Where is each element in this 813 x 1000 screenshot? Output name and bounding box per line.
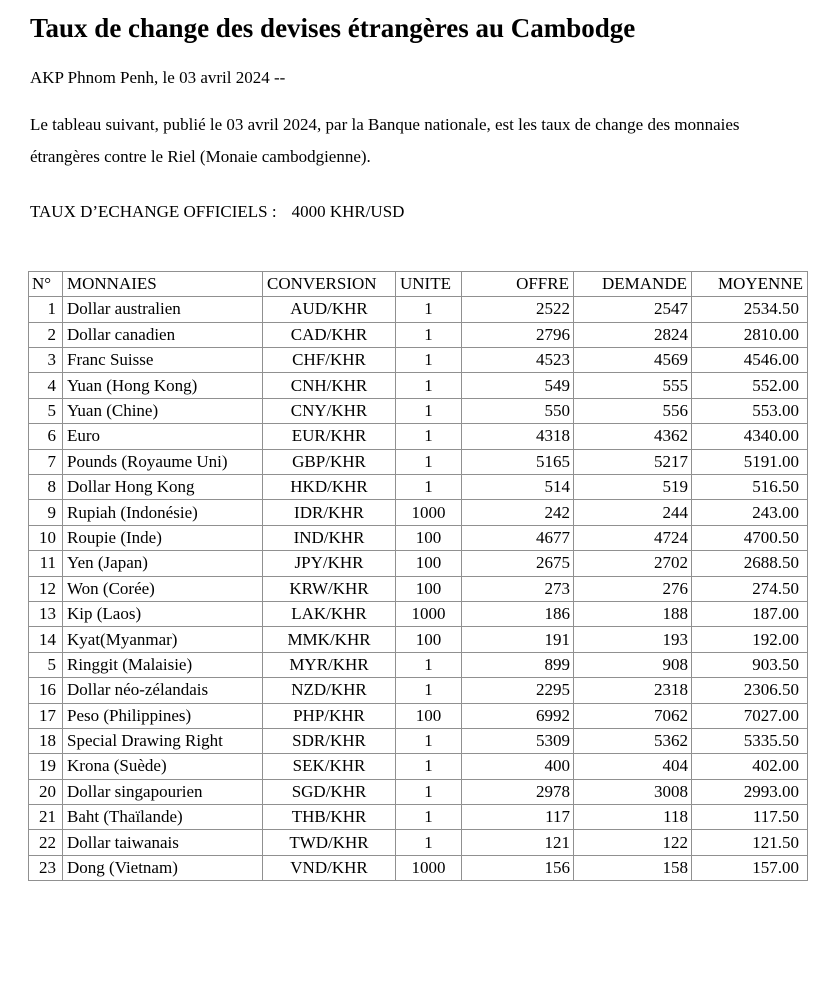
cell-offer: 156 <box>462 855 574 880</box>
cell-currency: Peso (Philippines) <box>63 703 263 728</box>
cell-offer: 4523 <box>462 348 574 373</box>
table-row <box>29 525 808 550</box>
cell-unit: 1 <box>396 398 462 423</box>
table-row <box>29 652 808 677</box>
cell-no: 16 <box>29 678 63 703</box>
cell-average: 117.50 <box>692 805 808 830</box>
cell-average: 243.00 <box>692 500 808 525</box>
cell-no: 14 <box>29 627 63 652</box>
cell-average: 2810.00 <box>692 322 808 347</box>
cell-currency: Dong (Vietnam) <box>63 855 263 880</box>
cell-no: 13 <box>29 601 63 626</box>
table-row <box>29 500 808 525</box>
column-header: N° <box>29 271 63 296</box>
table-row <box>29 398 808 423</box>
cell-currency: Yen (Japan) <box>63 551 263 576</box>
table-row <box>29 424 808 449</box>
table-row <box>29 449 808 474</box>
cell-average: 2306.50 <box>692 678 808 703</box>
official-rate-line <box>30 202 785 222</box>
cell-offer: 514 <box>462 474 574 499</box>
cell-conversion: IDR/KHR <box>263 500 396 525</box>
official-rate-value: 4000 KHR/USD <box>291 201 405 221</box>
cell-offer: 6992 <box>462 703 574 728</box>
cell-conversion: MMK/KHR <box>263 627 396 652</box>
cell-currency: Krona (Suède) <box>63 754 263 779</box>
cell-demand: 158 <box>574 855 692 880</box>
cell-demand: 118 <box>574 805 692 830</box>
table-row <box>29 805 808 830</box>
cell-demand: 193 <box>574 627 692 652</box>
cell-no: 8 <box>29 474 63 499</box>
cell-no: 11 <box>29 551 63 576</box>
cell-demand: 2824 <box>574 322 692 347</box>
cell-offer: 2295 <box>462 678 574 703</box>
cell-average: 187.00 <box>692 601 808 626</box>
cell-no: 22 <box>29 830 63 855</box>
cell-unit: 1 <box>396 805 462 830</box>
cell-currency: Dollar taiwanais <box>63 830 263 855</box>
cell-currency: Dollar singapourien <box>63 779 263 804</box>
cell-conversion: VND/KHR <box>263 855 396 880</box>
cell-no: 23 <box>29 855 63 880</box>
page-title: Taux de change des devises étrangères au Cambodge <box>30 13 636 43</box>
cell-demand: 2547 <box>574 297 692 322</box>
cell-average: 5335.50 <box>692 728 808 753</box>
cell-no: 1 <box>29 297 63 322</box>
cell-conversion: TWD/KHR <box>263 830 396 855</box>
column-header: DEMANDE <box>574 271 692 296</box>
cell-no: 7 <box>29 449 63 474</box>
cell-average: 7027.00 <box>692 703 808 728</box>
cell-average: 402.00 <box>692 754 808 779</box>
cell-demand: 3008 <box>574 779 692 804</box>
column-header: MONNAIES <box>63 271 263 296</box>
cell-currency: Dollar néo-zélandais <box>63 678 263 703</box>
cell-currency: Yuan (Hong Kong) <box>63 373 263 398</box>
table-row <box>29 297 808 322</box>
cell-conversion: CAD/KHR <box>263 322 396 347</box>
cell-unit: 100 <box>396 525 462 550</box>
cell-no: 12 <box>29 576 63 601</box>
table-row <box>29 678 808 703</box>
cell-demand: 2318 <box>574 678 692 703</box>
cell-conversion: CNH/KHR <box>263 373 396 398</box>
cell-average: 552.00 <box>692 373 808 398</box>
cell-average: 903.50 <box>692 652 808 677</box>
cell-unit: 1 <box>396 297 462 322</box>
cell-offer: 273 <box>462 576 574 601</box>
cell-offer: 117 <box>462 805 574 830</box>
table-header-row <box>29 271 808 296</box>
cell-conversion: SDR/KHR <box>263 728 396 753</box>
table-row <box>29 576 808 601</box>
table-row <box>29 322 808 347</box>
cell-demand: 5217 <box>574 449 692 474</box>
column-header: UNITE <box>396 271 462 296</box>
column-header: CONVERSION <box>263 271 396 296</box>
cell-demand: 519 <box>574 474 692 499</box>
cell-offer: 550 <box>462 398 574 423</box>
cell-no: 6 <box>29 424 63 449</box>
table-row <box>29 627 808 652</box>
cell-unit: 1 <box>396 779 462 804</box>
cell-currency: Rupiah (Indonésie) <box>63 500 263 525</box>
cell-currency: Kip (Laos) <box>63 601 263 626</box>
cell-currency: Roupie (Inde) <box>63 525 263 550</box>
cell-conversion: CNY/KHR <box>263 398 396 423</box>
official-rate-label: TAUX D’ECHANGE OFFICIELS : <box>30 201 277 221</box>
cell-demand: 404 <box>574 754 692 779</box>
cell-demand: 7062 <box>574 703 692 728</box>
cell-demand: 2702 <box>574 551 692 576</box>
cell-offer: 400 <box>462 754 574 779</box>
cell-offer: 4677 <box>462 525 574 550</box>
exchange-rate-table <box>28 271 808 881</box>
description-paragraph: Le tableau suivant, publié le 03 avril 2024, par la Banque nationale, est les taux de change des monnaies étrangères contre le Riel (Monaie cambodgienne). <box>30 114 740 166</box>
table-row <box>29 830 808 855</box>
cell-offer: 2796 <box>462 322 574 347</box>
cell-conversion: SGD/KHR <box>263 779 396 804</box>
cell-no: 18 <box>29 728 63 753</box>
cell-currency: Euro <box>63 424 263 449</box>
cell-offer: 191 <box>462 627 574 652</box>
cell-offer: 5165 <box>462 449 574 474</box>
table-row <box>29 373 808 398</box>
cell-conversion: PHP/KHR <box>263 703 396 728</box>
cell-currency: Franc Suisse <box>63 348 263 373</box>
cell-unit: 1 <box>396 652 462 677</box>
table-row <box>29 601 808 626</box>
cell-average: 2688.50 <box>692 551 808 576</box>
cell-conversion: GBP/KHR <box>263 449 396 474</box>
cell-no: 10 <box>29 525 63 550</box>
cell-average: 553.00 <box>692 398 808 423</box>
cell-no: 9 <box>29 500 63 525</box>
cell-unit: 1 <box>396 728 462 753</box>
column-header: MOYENNE <box>692 271 808 296</box>
cell-no: 2 <box>29 322 63 347</box>
cell-no: 20 <box>29 779 63 804</box>
cell-average: 516.50 <box>692 474 808 499</box>
cell-average: 4546.00 <box>692 348 808 373</box>
cell-no: 5 <box>29 652 63 677</box>
cell-conversion: HKD/KHR <box>263 474 396 499</box>
cell-offer: 549 <box>462 373 574 398</box>
cell-conversion: IND/KHR <box>263 525 396 550</box>
cell-unit: 100 <box>396 576 462 601</box>
cell-average: 157.00 <box>692 855 808 880</box>
cell-demand: 4569 <box>574 348 692 373</box>
cell-no: 19 <box>29 754 63 779</box>
dateline: AKP Phnom Penh, le 03 avril 2024 -- <box>30 67 286 87</box>
cell-no: 4 <box>29 373 63 398</box>
cell-average: 4700.50 <box>692 525 808 550</box>
cell-currency: Dollar canadien <box>63 322 263 347</box>
table-row <box>29 728 808 753</box>
cell-offer: 4318 <box>462 424 574 449</box>
table-row <box>29 703 808 728</box>
table-row <box>29 551 808 576</box>
cell-unit: 100 <box>396 703 462 728</box>
cell-no: 17 <box>29 703 63 728</box>
table-body <box>29 297 808 881</box>
cell-currency: Yuan (Chine) <box>63 398 263 423</box>
cell-unit: 1 <box>396 322 462 347</box>
cell-offer: 2522 <box>462 297 574 322</box>
cell-unit: 1 <box>396 348 462 373</box>
cell-currency: Dollar Hong Kong <box>63 474 263 499</box>
cell-demand: 556 <box>574 398 692 423</box>
cell-conversion: THB/KHR <box>263 805 396 830</box>
cell-average: 2534.50 <box>692 297 808 322</box>
cell-currency: Special Drawing Right <box>63 728 263 753</box>
cell-offer: 899 <box>462 652 574 677</box>
cell-demand: 122 <box>574 830 692 855</box>
cell-offer: 2675 <box>462 551 574 576</box>
cell-demand: 5362 <box>574 728 692 753</box>
cell-unit: 1000 <box>396 601 462 626</box>
cell-average: 274.50 <box>692 576 808 601</box>
cell-demand: 4362 <box>574 424 692 449</box>
cell-offer: 186 <box>462 601 574 626</box>
cell-unit: 1000 <box>396 500 462 525</box>
cell-no: 5 <box>29 398 63 423</box>
cell-currency: Pounds (Royaume Uni) <box>63 449 263 474</box>
cell-conversion: EUR/KHR <box>263 424 396 449</box>
cell-no: 3 <box>29 348 63 373</box>
cell-average: 4340.00 <box>692 424 808 449</box>
cell-offer: 2978 <box>462 779 574 804</box>
table-row <box>29 348 808 373</box>
cell-conversion: NZD/KHR <box>263 678 396 703</box>
cell-unit: 100 <box>396 627 462 652</box>
cell-unit: 100 <box>396 551 462 576</box>
cell-unit: 1 <box>396 754 462 779</box>
cell-unit: 1 <box>396 830 462 855</box>
cell-average: 5191.00 <box>692 449 808 474</box>
cell-unit: 1 <box>396 474 462 499</box>
cell-conversion: MYR/KHR <box>263 652 396 677</box>
cell-currency: Ringgit (Malaisie) <box>63 652 263 677</box>
cell-demand: 555 <box>574 373 692 398</box>
cell-no: 21 <box>29 805 63 830</box>
table-row <box>29 474 808 499</box>
cell-unit: 1 <box>396 678 462 703</box>
table-row <box>29 754 808 779</box>
cell-conversion: KRW/KHR <box>263 576 396 601</box>
cell-demand: 908 <box>574 652 692 677</box>
cell-offer: 121 <box>462 830 574 855</box>
cell-offer: 242 <box>462 500 574 525</box>
cell-average: 2993.00 <box>692 779 808 804</box>
cell-conversion: CHF/KHR <box>263 348 396 373</box>
cell-currency: Won (Corée) <box>63 576 263 601</box>
cell-conversion: JPY/KHR <box>263 551 396 576</box>
cell-unit: 1000 <box>396 855 462 880</box>
cell-average: 192.00 <box>692 627 808 652</box>
cell-demand: 188 <box>574 601 692 626</box>
cell-unit: 1 <box>396 424 462 449</box>
cell-average: 121.50 <box>692 830 808 855</box>
cell-demand: 244 <box>574 500 692 525</box>
cell-offer: 5309 <box>462 728 574 753</box>
cell-conversion: SEK/KHR <box>263 754 396 779</box>
cell-currency: Kyat(Myanmar) <box>63 627 263 652</box>
cell-demand: 4724 <box>574 525 692 550</box>
cell-conversion: AUD/KHR <box>263 297 396 322</box>
cell-unit: 1 <box>396 449 462 474</box>
table-row <box>29 855 808 880</box>
cell-conversion: LAK/KHR <box>263 601 396 626</box>
cell-currency: Dollar australien <box>63 297 263 322</box>
cell-currency: Baht (Thaïlande) <box>63 805 263 830</box>
table-row <box>29 779 808 804</box>
cell-demand: 276 <box>574 576 692 601</box>
column-header: OFFRE <box>462 271 574 296</box>
cell-unit: 1 <box>396 373 462 398</box>
